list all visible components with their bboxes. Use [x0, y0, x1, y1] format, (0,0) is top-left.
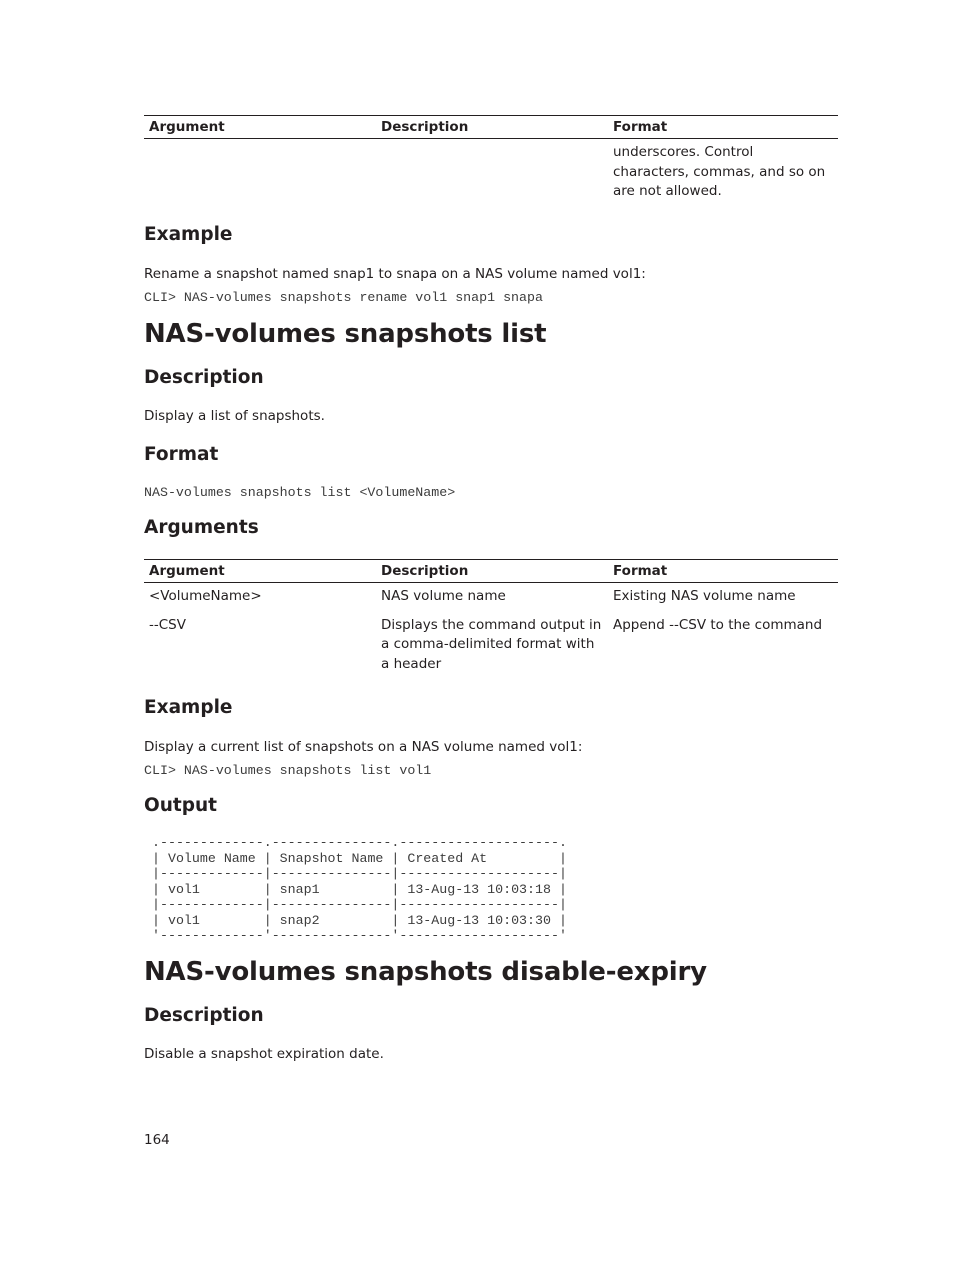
example-text: Display a current list of snapshots on a NAS volume named vol1: — [144, 739, 583, 755]
format-heading: Format — [144, 444, 219, 465]
output-heading: Output — [144, 795, 217, 816]
table-header-row — [144, 116, 838, 139]
example-heading: Example — [144, 697, 233, 718]
table-header-row — [144, 560, 838, 583]
page-number: 164 — [144, 1132, 170, 1148]
section-title: NAS-volumes snapshots list — [144, 319, 547, 349]
output-line: '-------------'---------------'--------------------' — [152, 928, 567, 943]
table-row — [144, 139, 838, 209]
output-line: |-------------|---------------|--------------------| — [152, 866, 567, 881]
output-ascii-table — [152, 835, 567, 944]
table-cell-argument: --CSV — [149, 616, 186, 633]
example-text: Rename a snapshot named snap1 to snapa on a NAS volume named vol1: — [144, 266, 646, 282]
example-heading: Example — [144, 224, 233, 245]
column-header-argument: Argument — [149, 563, 225, 579]
example-code: CLI> NAS-volumes snapshots rename vol1 snap1 snapa — [144, 290, 543, 305]
description-text: Display a list of snapshots. — [144, 408, 325, 424]
column-header-format: Format — [613, 563, 668, 579]
arguments-heading: Arguments — [144, 517, 259, 538]
description-heading: Description — [144, 367, 264, 388]
output-line: |-------------|---------------|--------------------| — [152, 897, 567, 912]
format-code: NAS-volumes snapshots list <VolumeName> — [144, 485, 456, 500]
arguments-table — [144, 559, 838, 681]
table-cell-format: Existing NAS volume name — [613, 588, 796, 604]
column-header-description: Description — [381, 563, 469, 579]
continued-arguments-table — [144, 115, 838, 209]
output-line: | vol1 | snap1 | 13-Aug-13 10:03:18 | — [152, 881, 567, 897]
table-cell-argument: <VolumeName> — [149, 588, 262, 604]
table-cell-description: NAS volume name — [381, 588, 506, 604]
column-header-format: Format — [613, 119, 668, 135]
table-cell-description: Displays the command output in a comma-delimited format with a header — [381, 616, 602, 672]
table-row — [144, 614, 838, 682]
output-line: | Volume Name | Snapshot Name | Created At | — [152, 850, 567, 866]
output-line: .-------------.---------------.--------------------. — [152, 835, 567, 850]
table-cell-argument — [144, 139, 376, 209]
section-title: NAS-volumes snapshots disable-expiry — [144, 957, 707, 987]
table-cell-format: Append --CSV to the command — [613, 616, 823, 633]
column-header-argument: Argument — [149, 119, 225, 135]
column-header-description: Description — [381, 119, 469, 135]
description-heading: Description — [144, 1005, 264, 1026]
table-row — [144, 583, 838, 614]
example-code: CLI> NAS-volumes snapshots list vol1 — [144, 763, 432, 778]
table-cell-format: underscores. Control characters, commas, and so on are not allowed. — [613, 144, 826, 199]
output-line: | vol1 | snap2 | 13-Aug-13 10:03:30 | — [152, 912, 567, 928]
description-text: Disable a snapshot expiration date. — [144, 1046, 384, 1062]
table-cell-description — [376, 139, 608, 209]
